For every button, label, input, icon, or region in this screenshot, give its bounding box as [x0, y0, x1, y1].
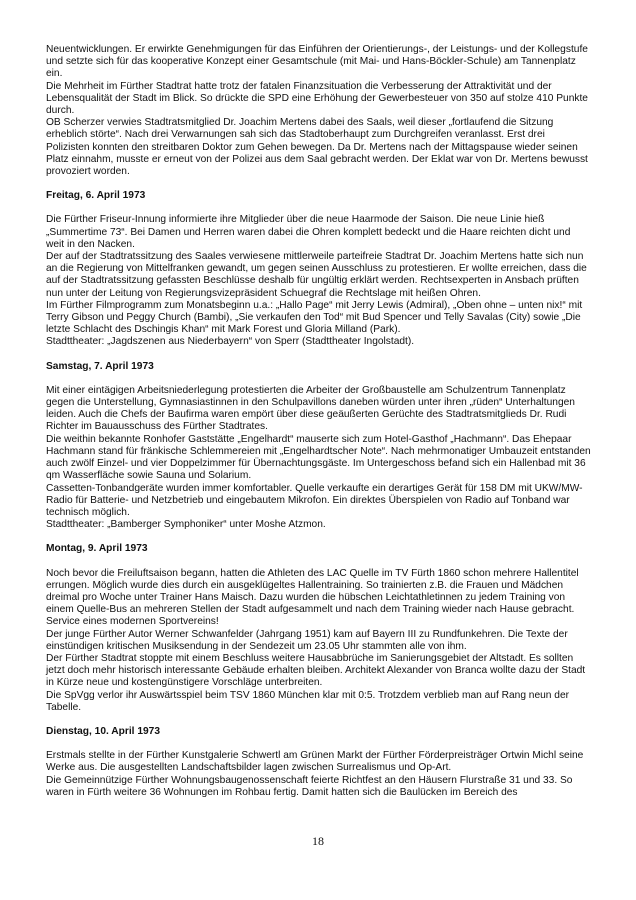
paragraph: Stadttheater: „Jagdszenen aus Niederbayern“ von Sperr (Stadttheater Ingolstadt). [46, 336, 415, 348]
paragraph: Die Gemeinnützige Fürther Wohnungsbaugenossenschaft feierte Richtfest an den Häusern Flurstraße 31 und 33. So waren in Fürth weitere 36 Wohnungen im Rohbau fertig. Damit hatten sich die Baulücken im Bereich des [46, 774, 573, 798]
date-heading: Montag, 9. April 1973 [46, 543, 148, 555]
paragraph: OB Scherzer verwies Stadtratsmitglied Dr. Joachim Mertens dabei des Saals, weil dieser „fortlaufend die Sitzung erheblich störte“. Nach drei Verwarnungen sah sich das Stadtoberhaupt zum Durchgreifen veranlasst. Erst drei Polizisten konnten den streitbaren Doktor zum Gehen bewegen. Da Dr. Mertens nach der Mittagspause wieder seinen Platz einnahm, musste er erneut von der Polizei aus dem Saal gebracht werden. Der Eklat war von Dr. Mertens bewusst provoziert worden. [46, 117, 588, 178]
date-heading: Samstag, 7. April 1973 [46, 360, 154, 372]
page-number: 18 [312, 834, 324, 848]
paragraph: Die Mehrheit im Fürther Stadtrat hatte trotz der fatalen Finanzsituation die Verbesserung der Attraktivität und der Lebensqualität der Stadt im Blick. So drückte die SPD eine Erhöhung der Gewerbesteuer von 350 auf stolze 410 Punkte durch. [46, 80, 588, 117]
date-heading: Freitag, 6. April 1973 [46, 190, 146, 202]
date-heading: Dienstag, 10. April 1973 [46, 725, 160, 737]
paragraph: Die Fürther Friseur-Innung informierte ihre Mitglieder über die neue Haarmode der Saison. Die neue Linie hieß „Summertime 73“. Bei Damen und Herren waren dabei die Ohren komplett bedeckt und die Haare reichten dicht und weit in den Nacken. [46, 214, 571, 250]
section-tuesday [46, 714, 591, 799]
paragraph: Im Fürther Filmprogramm zum Monatsbeginn u.a.: „Hallo Page“ mit Jerry Lewis (Admiral), „Oben ohne – unten nix!“ mit Terry Gibson und Peggy Church (Bambi), „Sie verkaufen den Tod“ mit Bud Spencer und Telly Savalas (City) sowie „Die letzte Schlacht des Dschingis Khan“ mit Mark Forest und Gloria Milland (Park). [46, 299, 583, 336]
document-page [46, 44, 591, 799]
paragraph: Der auf der Stadtratssitzung des Saales verwiesene mittlerweile parteifreie Stadtrat Dr. Joachim Mertens hatte sich nun an die Regierung von Mittelfranken gewandt, um gegen seinen Ausschluss zu protestieren. Er wollte erreichen, dass die auf der Stadtratssitzung gefassten Beschlüsse deshalb für ungültig erklärt werden. Rechtsexperten in Ansbach prüften nun unter der Leitung von Regierungsvizepräsident Schuegraf die Rechtslage mit heißen Ohren. [46, 251, 587, 299]
paragraph: Erstmals stellte in der Fürther Kunstgalerie Schwertl am Grünen Markt der Fürther Förderpreisträger Ortwin Michl seine Werke aus. Die ausgestellten Landschaftsbilder lagen zwischen Surrealismus und Op-Art. [46, 750, 584, 774]
paragraph: Die weithin bekannte Ronhofer Gaststätte „Engelhardt“ mauserte sich zum Hotel-Gasthof „Hachmann“. Das Ehepaar Hachmann stand für fränkische Schlemmereien mit „Engelhardtscher Note“. Nach mehrmonatiger Umbauzeit entstanden auch zwölf Einzel- und vier Doppelzimmer für Übernachtungsgäste. Im Untergeschoss befand sich ein Hallenbad mit 36 qm Wasserfläche sowie Sauna und Solarium. [46, 433, 591, 482]
intro-block [46, 44, 591, 178]
paragraph: Neuentwicklungen. Er erwirkte Genehmigungen für das Einführen der Orientierungs-, der Leistungs- und der Kollegstufe und setzte sich für das kooperative Konzept einer Gesamtschule (mit Mai- und Hans-Böckler-Schule) am Tannenplatz ein. [46, 44, 588, 80]
paragraph: Stadttheater: „Bamberger Symphoniker“ unter Moshe Atzmon. [46, 519, 326, 531]
paragraph: Der Fürther Stadtrat stoppte mit einem Beschluss weitere Hausabbrüche im Sanierungsgebiet der Altstadt. Es sollten jetzt doch mehr historisch interessante Gebäude erhalten bleiben. Architekt Alexander von Branca wollte dazu der Stadt in Kürze neue und kostengünstigere Vorschläge unterbreiten. [46, 652, 586, 689]
section-monday [46, 531, 591, 714]
paragraph: Mit einer eintägigen Arbeitsniederlegung protestierten die Arbeiter der Großbaustelle am Schulzentrum Tannenplatz gegen die Unterstellung, Gymnasiastinnen in den Schulpavillons daneben würden unter ihren „rüden“ Unterhaltungen leiden. Auch die Chefs der Baufirma waren empört über diese geäußerten Gerüchte des Stadtratsmitglieds Dr. Rudi Richter im Bauausschuss des Fürther Stadtrates. [46, 384, 575, 433]
paragraph: Noch bevor die Freiluftsaison begann, hatten die Athleten des LAC Quelle im TV Fürth 1860 schon mehrere Hallentitel errungen. Möglich wurde dies durch ein ausgeklügeltes Hallentraining. So trainierten z.B. die Frauen und Mädchen dreimal pro Woche unter Trainer Hans Maisch. Dazu wurden die hübschen Leichtathletinnen zu jedem Training von einem Quelle-Bus an mehreren Stellen der Stadt aufgesammelt und nach dem Training wieder nach Hause gebracht. Service eines modernen Sportvereins! [46, 567, 579, 628]
paragraph: Der junge Fürther Autor Werner Schwanfelder (Jahrgang 1951) kam auf Bayern III zu Rundfunkehren. Die Texte der einstündigen kritischen Musiksendung in der Sendezeit um 23.05 Uhr stammten alle von ihm. [46, 628, 568, 652]
paragraph: Die SpVgg verlor ihr Auswärtsspiel beim TSV 1860 München klar mit 0:5. Trotzdem verblieb man auf Rang neun der Tabelle. [46, 689, 570, 713]
section-saturday [46, 349, 591, 532]
section-friday [46, 178, 591, 348]
paragraph: Cassetten-Tonbandgeräte wurden immer komfortabler. Quelle verkaufte ein derartiges Gerät für 158 DM mit UKW/MW-Radio für Batterie- und Netzbetrieb und eingebautem Mikrofon. Ein direktes Überspielen von Radio auf Tonband war technisch möglich. [46, 482, 583, 518]
